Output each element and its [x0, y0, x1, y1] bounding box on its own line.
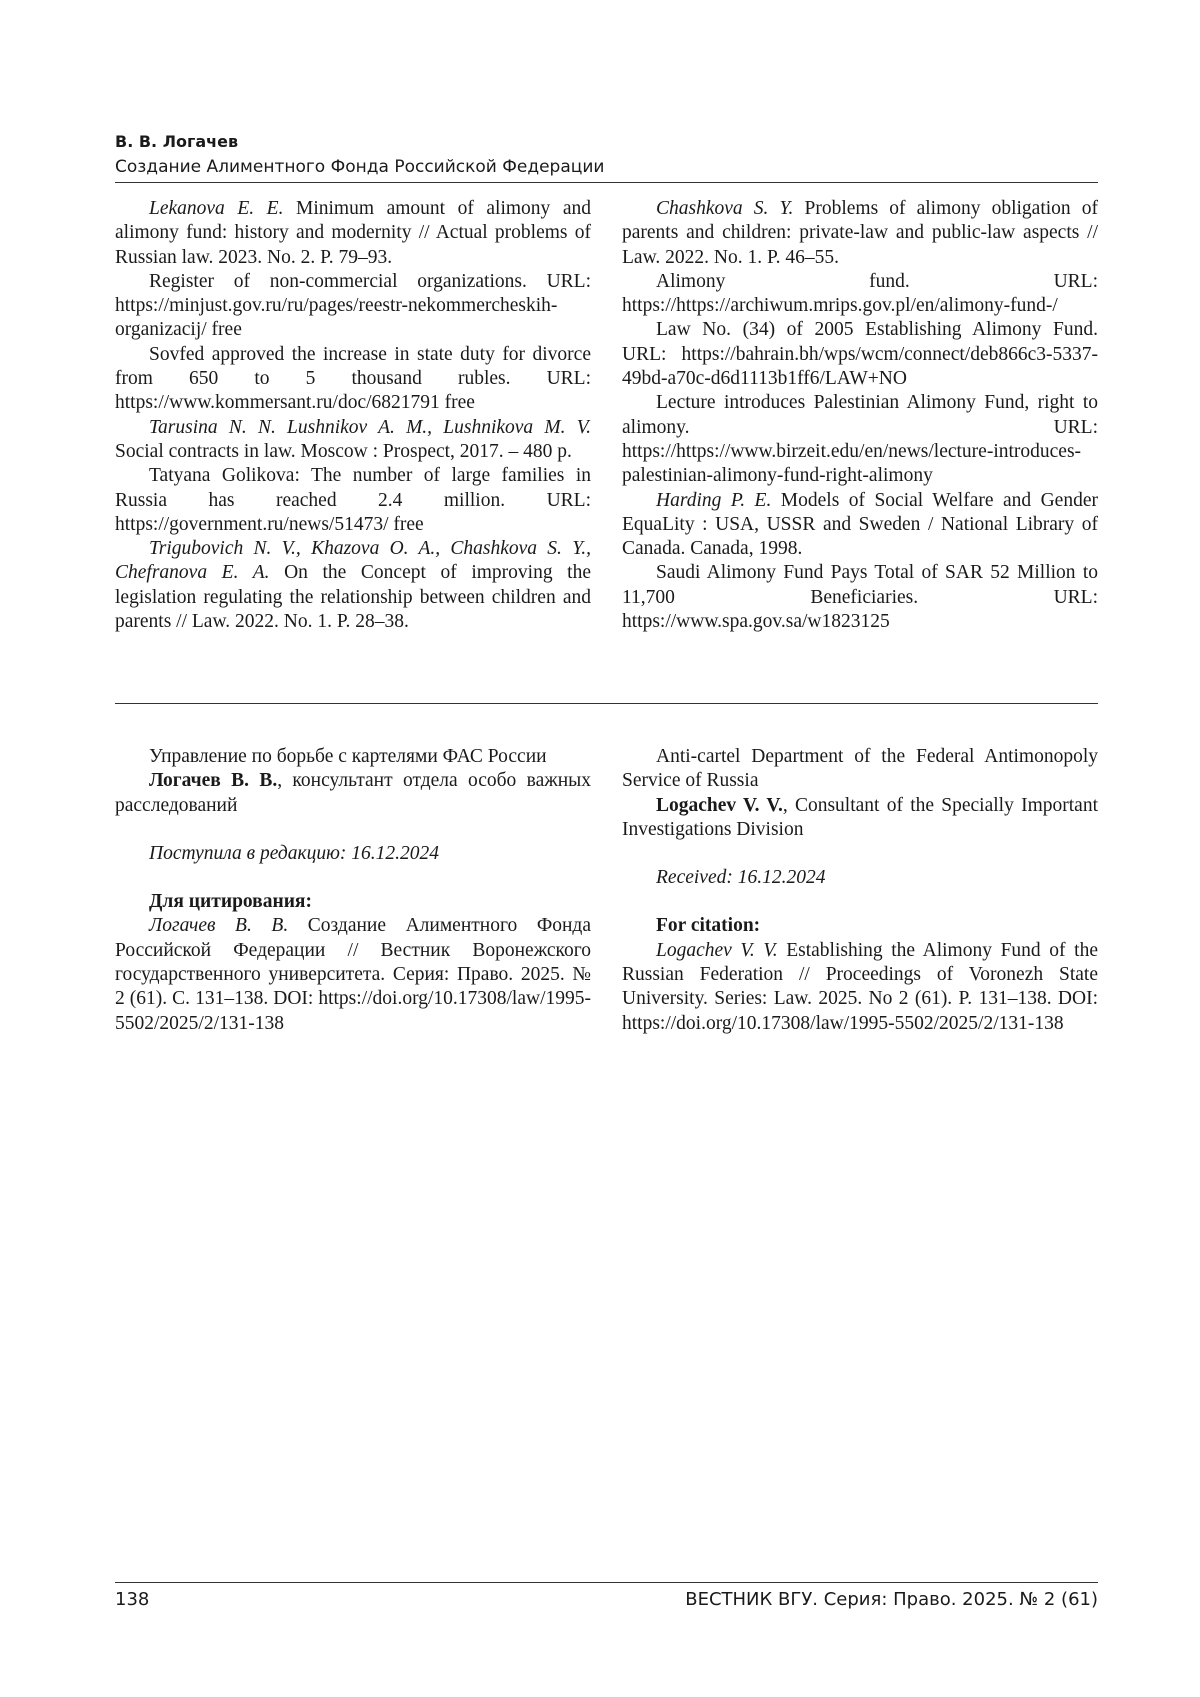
reference-item: Alimony fund. URL: https://https://archiwum.mrips.gov.pl/en/alimony-fund-/: [622, 270, 1098, 317]
reference-item: Register of non-commercial organizations. URL: https://minjust.gov.ru/ru/pages/reestr-nekommercheskih-organizacij/ free: [115, 270, 591, 341]
reference-item: Lekanova E. E. Minimum amount of alimony and alimony fund: history and modernity // Actual problems of Russian law. 2023. No. 2. P. 79–93.: [115, 198, 591, 268]
affiliation-en: Anti-cartel Department of the Federal Antimonopoly Service of Russia: [622, 746, 1098, 792]
header-author: В. В. Логачев: [115, 132, 239, 151]
running-header: [115, 130, 1098, 180]
author-line-en: Logachev V. V., Consultant of the Specially Important Investigations Division: [622, 794, 1098, 840]
references-left-column: [115, 197, 591, 634]
reference-item: Law No. (34) of 2005 Establishing Alimony Fund. URL: https://bahrain.bh/wps/wcm/connect/deb866c3-5337-49bd-a70c-d6d1113b1ff6/LAW+NO: [622, 319, 1098, 390]
reference-item: Saudi Alimony Fund Pays Total of SAR 52 Million to 11,700 Beneficiaries. URL: https://www.spa.gov.sa/w1823125: [622, 562, 1098, 633]
received-en: Received: 16.12.2024: [656, 867, 826, 889]
citation-en: Logachev V. V. Establishing the Alimony Fund of the Russian Federation // Proceedings of Voronezh State University. Series: Law. 2025. No 2 (61). P. 131–138. DOI: https://doi.org/10.17308/law/1995-5502/2025/2/131-138: [622, 939, 1098, 1034]
reference-item: Trigubovich N. V., Khazova O. A., Chashkova S. Y., Chefranova E. A. On the Concept of improving the legislation regulating the relationship between children and parents // Law. 2022. No. 1. P. 28–38.: [115, 538, 591, 633]
citation-ru: Логачев В. В. Создание Алиментного Фонда Российской Федерации // Вестник Воронежского государственного университета. Серия: Право. 2025. № 2 (61). С. 131–138. DOI: https://doi.org/10.17308/law/1995-5502/2025/2/131-138: [115, 915, 591, 1034]
reference-item: Tatyana Golikova: The number of large families in Russia has reached 2.4 million. URL: https://government.ru/news/51473/ free: [115, 465, 591, 535]
author-info-ru: [115, 745, 591, 1036]
received-ru: Поступила в редакцию: 16.12.2024: [149, 842, 439, 864]
reference-item: Lecture introduces Palestinian Alimony Fund, right to alimony. URL: https://https://www.birzeit.edu/en/news/lecture-introduces-palestinian-alimony-fund-right-alimony: [622, 392, 1098, 487]
section-rule: [115, 703, 1098, 704]
page-number: 138: [115, 1589, 150, 1610]
citation-heading-ru: Для цитирования:: [149, 891, 312, 913]
author-info-en: [622, 745, 1098, 1036]
header-rule: [115, 182, 1098, 183]
citation-heading-en: For citation:: [656, 915, 761, 937]
author-line-ru: Логачев В. В., консультант отдела особо важных расследований: [115, 770, 591, 816]
affiliation-ru: Управление по борьбе с картелями ФАС России: [149, 746, 547, 767]
journal-name: ВЕСТНИК ВГУ. Серия: Право. 2025. № 2 (61): [685, 1589, 1098, 1610]
references-right-column: [622, 197, 1098, 634]
reference-item: Tarusina N. N. Lushnikov A. M., Lushnikova M. V. Social contracts in law. Moscow : Prospect, 2017. – 480 p.: [115, 416, 591, 462]
reference-item: Chashkova S. Y. Problems of alimony obligation of parents and children: private-law and public-law aspects // Law. 2022. No. 1. P. 46–55.: [622, 198, 1099, 268]
reference-item: Harding P. E. Models of Social Welfare and Gender EquaLity : USA, USSR and Sweden / National Library of Canada. Canada, 1998.: [622, 489, 1098, 560]
reference-item: Sovfed approved the increase in state duty for divorce from 650 to 5 thousand rubles. URL: https://www.kommersant.ru/doc/6821791 free: [115, 343, 591, 414]
footer-rule: [115, 1582, 1098, 1583]
header-title: Создание Алиментного Фонда Российской Федерации: [115, 157, 605, 177]
